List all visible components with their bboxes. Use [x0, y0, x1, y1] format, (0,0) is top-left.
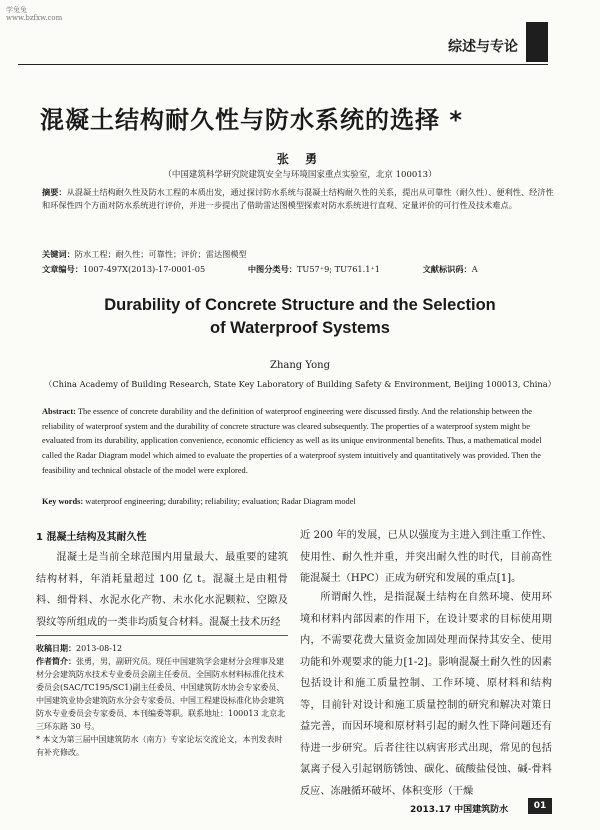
keywords-en — [42, 497, 557, 506]
title-en — [0, 294, 600, 340]
author-bio-label: 作者简介： — [36, 657, 76, 666]
section-heading: 1 混凝土结构及其耐久性 — [36, 532, 147, 543]
keywords-cn-label: 关键词： — [42, 249, 75, 259]
title-en-line1: Durability of Concrete Structure and the Selection — [104, 296, 496, 314]
abstract-cn-text: 从混凝土结构耐久性及防水工程的本质出发，通过探讨防水系统与混凝土结构耐久性的关系，提出从可靠性（耐久性）、便利性、经济性和环保性四个方面对防水系统进行评价，并进一步提出了借助雷达图模型探索对防水系统进行直观、定量评价的可行性及技术难点。 — [42, 187, 554, 210]
class-no-label: 中图分类号： — [247, 264, 297, 274]
abstract-en — [42, 405, 557, 479]
page-number: 01 — [528, 798, 552, 814]
header-rule — [18, 64, 548, 65]
article-meta-cn — [42, 264, 557, 275]
body-right-paragraph-1: 近 200 年的发展，已从以强度为主进入到注重工作性、使用性、耐久性并重，并突出耐久性的时代，目前高性能混凝土（HPC）正成为研究和发展的重点[1]。 — [300, 530, 552, 584]
class-no: TU57⁺9; TU761.1⁺1 — [296, 264, 380, 274]
abstract-en-label: Abstract: — [42, 407, 76, 416]
title-cn: 混凝土结构耐久性与防水系统的选择 * — [40, 106, 463, 134]
author-en: Zhang Yong — [270, 360, 330, 371]
footnotes — [36, 642, 288, 759]
affiliation-cn: （中国建筑科学研究院建筑安全与环境国家重点实验室，北京 100013） — [163, 170, 437, 180]
footer-issue: 2013.17 中国建筑防水 — [410, 805, 509, 815]
author-bio-text: 张勇，男，副研究员。现任中国建筑学会建材分会理事及建材分会建筑防水技术专业委员会副主任委员、全国防水材料标准化技术委员会(SAC/TC195/SC1)副主任委员、中国建筑防水协会专家委员、中国建筑业协会建筑防水分会专家委员、中国工程建设标准化协会建筑防水专业委员会专家委员、本刊编委等职。联系地址：100013 北京北三环东路 30 号。 — [36, 657, 286, 731]
received-label: 收稿日期： — [36, 644, 76, 653]
watermark: 学兔兔 www.bzfxw.com — [6, 6, 63, 22]
doc-code-label: 文献标识码： — [422, 264, 472, 274]
keywords-en-label: Key words: — [42, 497, 84, 506]
keywords-cn — [42, 249, 557, 260]
footnote-note: * 本文为第三届中国建筑防水（南方）专家论坛交流论文，本刊发表时有补充修改。 — [36, 735, 283, 757]
doc-code: A — [471, 264, 478, 274]
title-en-line2: of Waterproof Systems — [209, 319, 390, 337]
section-tag: 综述与专论 — [448, 39, 518, 55]
received-value: 2013-08-12 — [76, 644, 123, 653]
abstract-en-text: The essence of concrete durability and the definition of waterproof engineering were discussed firstly. And the relationship between the reliability of waterproof system and the durability of concrete structure was cleared subsequently. The properties of a waterproof system might be evaluated from its durability, application convenience, economic efficiency as well as its unique environmental benefits. Thus, a mathematical model called the Radar Diagram model which aimed to evaluate the properties of a waterproof system intuitively and quantitatively was provided. Then the feasibility and technical obstacle of the model were explored. — [42, 407, 542, 475]
keywords-cn-text: 防水工程；耐久性；可靠性；评价；雷达图模型 — [74, 249, 247, 259]
article-no-label: 文章编号： — [42, 264, 83, 274]
article-no: 1007-497X(2013)-17-0001-05 — [82, 264, 206, 274]
footnote-rule — [36, 635, 288, 636]
keywords-en-text: waterproof engineering; durability; reliability; evaluation; Radar Diagram model — [83, 497, 356, 506]
abstract-cn — [42, 186, 557, 211]
abstract-cn-label: 摘要： — [42, 187, 67, 197]
body-left-paragraph: 混凝土是当前全球范围内用量最大、最重要的建筑结构材料，年消耗量超过 100 亿 t。混凝土是由粗骨料、细骨料、水泥水化产物、未水化水泥颗粒、空隙及裂纹等所组成的一类非均质复合材料。混凝土技术历经 — [36, 552, 288, 628]
author-bio — [36, 655, 288, 733]
affiliation-en: （China Academy of Building Research, State Key Laboratory of Building Safety & Environment, Beijing 100013, China） — [44, 379, 556, 389]
author-cn: 张 勇 — [276, 152, 324, 166]
received-date — [36, 642, 288, 655]
body-right-paragraph-2: 所谓耐久性，是指混凝土结构在自然环境、使用环境和材料内部因素的作用下，在设计要求的目标使用期内，不需要花费大量资金加固处理而保持其安全、使用功能和外观要求的能力[1-2]。影响混凝土耐久性的因素包括设计和施工质量控制、工作环境、原材料和结构等，目前针对设计和施工质量控制的研究和解决对策日益完善，而因环境和原材料引起的耐久性下降问题还有待进一步研究。后者往往以病害形式出现，常见的包括氯离子侵入引起钢筋锈蚀、碳化、硫酸盐侵蚀、碱-骨料反应、冻融循环破坏、体积变形（干燥 — [300, 592, 552, 797]
section-tag-box — [526, 22, 548, 62]
